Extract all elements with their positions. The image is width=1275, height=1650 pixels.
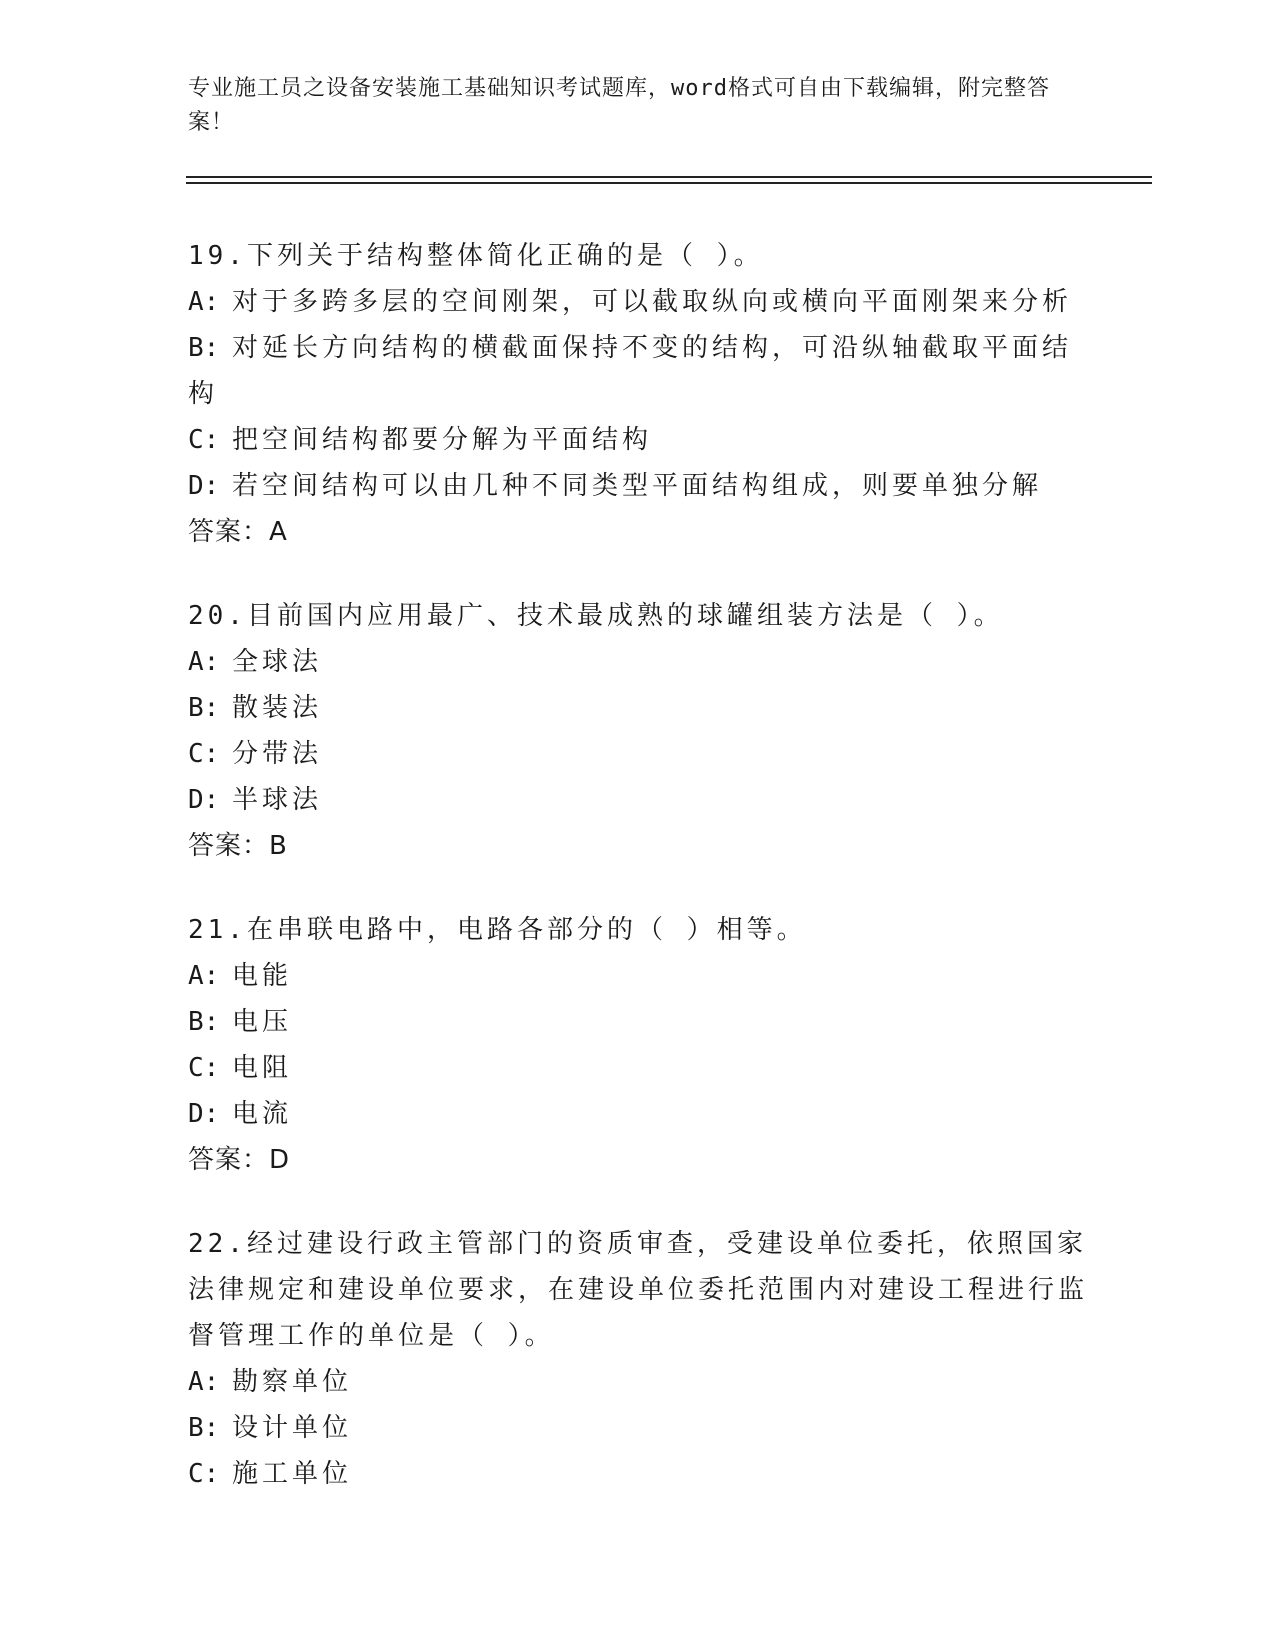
header-divider-top bbox=[186, 176, 1152, 178]
option-c bbox=[188, 1451, 1088, 1497]
option-text: 对延长方向结构的横截面保持不变的结构，可沿纵轴截取平面结构 bbox=[188, 333, 1073, 409]
header-divider-bottom bbox=[186, 182, 1152, 184]
option-d bbox=[188, 1091, 1088, 1137]
answer-line: 答案：A bbox=[188, 517, 288, 547]
option-a bbox=[188, 1359, 1088, 1405]
option-a bbox=[188, 639, 1088, 685]
option-label: C: bbox=[188, 739, 220, 769]
option-text: 若空间结构可以由几种不同类型平面结构组成，则要单独分解 bbox=[232, 471, 1043, 501]
question-19 bbox=[188, 233, 1088, 555]
option-label: C: bbox=[188, 425, 220, 455]
question-text: 22.经过建设行政主管部门的资质审查，受建设单位委托，依照国家法律规定和建设单位要求，在建设单位委托范围内对建设工程进行监督管理工作的单位是（ ）。 bbox=[188, 1229, 1089, 1351]
option-c bbox=[188, 417, 1088, 463]
question-text: 21.在串联电路中，电路各部分的（ ）相等。 bbox=[188, 915, 807, 945]
option-label: A: bbox=[188, 1367, 220, 1397]
option-text: 分带法 bbox=[232, 739, 323, 769]
option-a bbox=[188, 279, 1088, 325]
option-label: D: bbox=[188, 1099, 220, 1129]
document-header: 专业施工员之设备安装施工基础知识考试题库，word格式可自由下载编辑，附完整答案！ bbox=[188, 76, 1050, 135]
question-20 bbox=[188, 593, 1088, 869]
option-label: D: bbox=[188, 471, 220, 501]
option-b bbox=[188, 999, 1088, 1045]
option-label: B: bbox=[188, 1413, 220, 1443]
option-label: C: bbox=[188, 1053, 220, 1083]
option-b bbox=[188, 1405, 1088, 1451]
option-a bbox=[188, 953, 1088, 999]
option-label: A: bbox=[188, 647, 220, 677]
option-text: 勘察单位 bbox=[232, 1367, 353, 1397]
option-text: 电能 bbox=[232, 961, 293, 991]
answer-line: 答案：D bbox=[188, 1145, 291, 1175]
option-text: 半球法 bbox=[232, 785, 323, 815]
option-label: C: bbox=[188, 1459, 220, 1489]
option-label: B: bbox=[188, 1007, 220, 1037]
option-label: B: bbox=[188, 333, 220, 363]
question-text: 20.目前国内应用最广、技术最成熟的球罐组装方法是（ ）。 bbox=[188, 601, 1004, 631]
answer-line: 答案：B bbox=[188, 831, 288, 861]
option-b bbox=[188, 325, 1088, 417]
option-c bbox=[188, 731, 1088, 777]
option-text: 施工单位 bbox=[232, 1459, 353, 1489]
option-label: A: bbox=[188, 287, 220, 317]
option-text: 对于多跨多层的空间刚架，可以截取纵向或横向平面刚架来分析 bbox=[232, 287, 1073, 317]
option-text: 散装法 bbox=[232, 693, 323, 723]
option-text: 电流 bbox=[232, 1099, 293, 1129]
question-22 bbox=[188, 1221, 1088, 1497]
option-d bbox=[188, 463, 1088, 509]
option-label: A: bbox=[188, 961, 220, 991]
option-c bbox=[188, 1045, 1088, 1091]
option-d bbox=[188, 777, 1088, 823]
option-text: 电阻 bbox=[232, 1053, 293, 1083]
question-list bbox=[188, 233, 1088, 1535]
option-text: 全球法 bbox=[232, 647, 323, 677]
question-text: 19.下列关于结构整体简化正确的是（ ）。 bbox=[188, 241, 764, 271]
option-text: 设计单位 bbox=[232, 1413, 353, 1443]
option-label: D: bbox=[188, 785, 220, 815]
option-label: B: bbox=[188, 693, 220, 723]
option-text: 电压 bbox=[232, 1007, 293, 1037]
option-text: 把空间结构都要分解为平面结构 bbox=[232, 425, 653, 455]
option-b bbox=[188, 685, 1088, 731]
question-21 bbox=[188, 907, 1088, 1183]
